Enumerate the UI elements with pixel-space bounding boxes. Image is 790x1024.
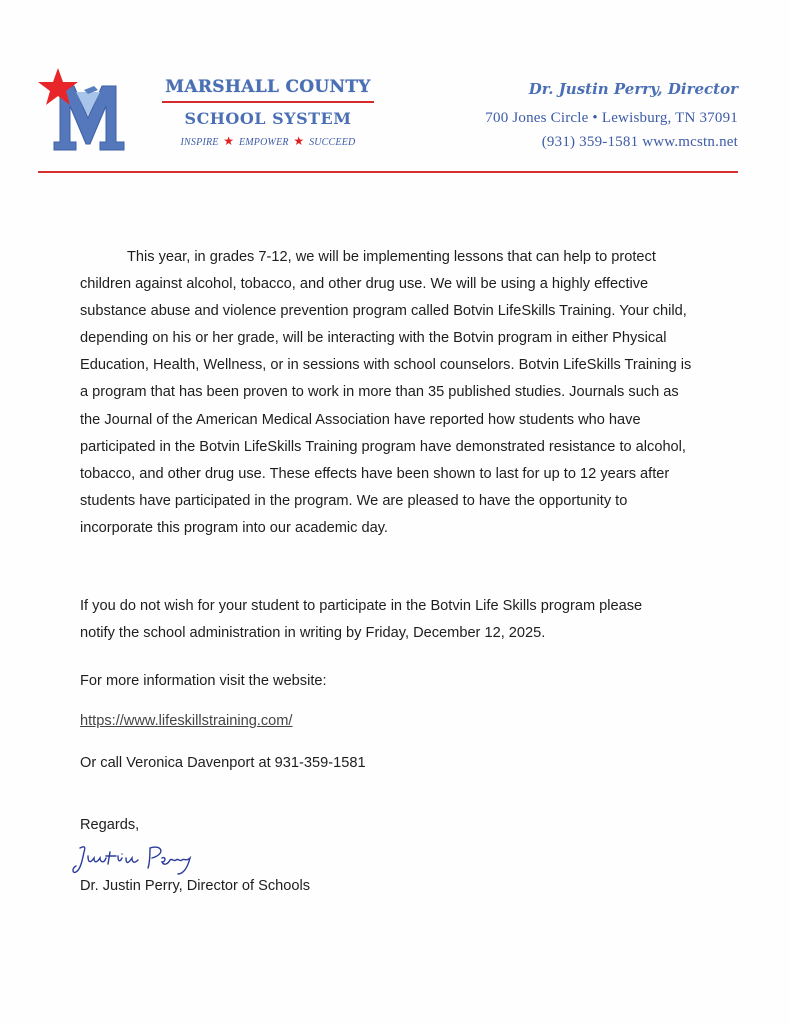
paragraph-main: This year, in grades 7-12, we will be implementing lessons that can help to protect children against alcohol, tobacco, and other drug use. We will be using a highly effective substance abuse and violence prevention program called Botvin LifeSkills Training. Your child, depending on his or her grade, will be interacting with the Botvin program in either Physical Education, Health, Wellness, or in sessions with school counselors. Botvin LifeSkills Training is a program that has been proven to work in more than 35 published studies. Journals such as the Journal of the American Medical Association have reported how students who have participated in the Botvin LifeSkills Training program have demonstrated resistance to alcohol, tobacco, and other drug use. These effects have been shown to last for up to 12 years after students have participated in the program. We are pleased to have the opportunity to incorporate this program into our academic day. xyxy=(80,249,692,536)
director-title: Dr. Justin Perry, Director xyxy=(528,80,738,98)
website-link[interactable]: https://www.lifeskillstraining.com/ xyxy=(80,713,293,729)
header-divider xyxy=(38,171,738,173)
org-divider xyxy=(162,101,374,103)
tagline-word: SUCCEED xyxy=(309,137,356,148)
district-logo-icon xyxy=(38,66,138,152)
tagline-word: EMPOWER xyxy=(238,137,289,148)
star-icon: ★ xyxy=(223,134,235,148)
org-name-block xyxy=(158,76,378,149)
phone-website: (931) 359-1581 www.mcstn.net xyxy=(541,134,738,150)
call-line: Or call Veronica Davenport at 931-359-1581 xyxy=(80,755,366,771)
org-name: MARSHALL COUNTY xyxy=(165,77,371,97)
address: 700 Jones Circle • Lewisburg, TN 37091 xyxy=(485,110,738,126)
letter-body xyxy=(80,244,700,542)
star-icon: ★ xyxy=(293,134,305,148)
more-info-text: For more information visit the website: xyxy=(80,673,327,689)
opt-out-line-2: notify the school administration in writing by Friday, December 12, 2025. xyxy=(80,625,546,641)
signer-name: Dr. Justin Perry, Director of Schools xyxy=(80,878,311,894)
tagline-word: INSPIRE xyxy=(180,137,219,148)
tagline xyxy=(158,134,378,149)
regards: Regards, xyxy=(80,817,140,833)
opt-out-line-1: If you do not wish for your student to participate in the Botvin Life Skills program please xyxy=(80,598,643,614)
org-subtitle: SCHOOL SYSTEM xyxy=(184,109,352,128)
contact-block xyxy=(485,78,738,154)
